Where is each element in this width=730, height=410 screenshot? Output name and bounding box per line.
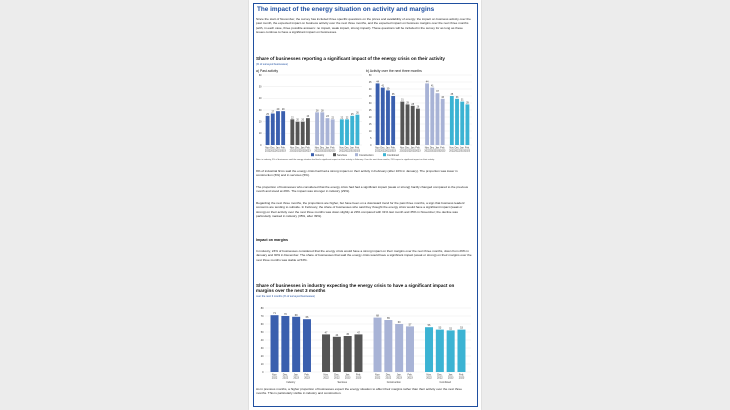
x-tick-label: Dec. [295, 146, 300, 150]
x-tick-label: 2022 [380, 149, 386, 153]
y-tick-label: 30 [368, 101, 372, 105]
bar-value-label: 44 [376, 80, 379, 84]
bar-value-label: 68 [376, 314, 379, 318]
bar [290, 119, 294, 145]
bar-value-label: 45 [346, 333, 350, 336]
x-tick-label: 2022 [426, 376, 432, 380]
x-tick-label: Dec. [405, 146, 410, 150]
section2-subtitle: over the next 3 months (% of surveyed businesses) [256, 295, 315, 298]
x-tick-label: Dec. [344, 146, 350, 150]
x-tick-label: 2022 [289, 149, 295, 153]
bar-value-label: 25 [266, 112, 269, 116]
x-tick-label: 2023 [415, 149, 421, 153]
bar [320, 112, 324, 145]
bar-value-label: 70 [283, 313, 287, 316]
bar-value-label: 22 [290, 116, 294, 120]
bar-value-label: 31 [400, 98, 404, 102]
x-tick-label: Jan. [448, 373, 454, 377]
x-tick-label: Feb. [407, 373, 413, 377]
paragraph-2: The proportion of businesses who considered that the energy crisis had had a significant impact (weak or strong) hardly changed compared to the previous month and stood at 26%. The impact was stronger in industry (29%). [256, 185, 469, 194]
x-tick-label: 2023 [324, 149, 331, 153]
x-tick-label: Jan. [345, 373, 351, 377]
bar [281, 316, 289, 372]
bar-value-label: 33 [441, 95, 445, 99]
y-tick-label: 20 [260, 354, 264, 358]
bar [395, 324, 403, 372]
bar-value-label: 44 [335, 333, 339, 337]
y-tick-label: 30 [258, 108, 262, 112]
bar [306, 118, 310, 145]
bar [376, 83, 380, 145]
bar-value-label: 26 [356, 111, 359, 115]
impact-heading: Impact on margins [256, 238, 288, 242]
bar-value-label: 28 [411, 102, 415, 106]
x-tick-label: Feb. [305, 146, 311, 150]
x-tick-label: Jan. [385, 146, 391, 150]
bar-value-label: 44 [425, 80, 429, 84]
bar-value-label: 22 [331, 116, 335, 120]
x-tick-label: Dec. [282, 373, 288, 377]
bar-value-label: 23 [306, 115, 310, 119]
x-tick-label: 2022 [282, 376, 289, 380]
bar-value-label: 27 [271, 110, 275, 114]
legend-swatch [311, 153, 314, 156]
x-tick-label: 2023 [349, 149, 355, 153]
y-tick-label: 0 [370, 143, 372, 147]
x-tick-label: Dec. [334, 373, 340, 377]
x-tick-label: 2022 [294, 149, 301, 153]
bar [303, 319, 311, 372]
y-tick-label: 40 [258, 97, 262, 101]
bar-value-label: 20 [301, 118, 305, 122]
bar [425, 327, 433, 372]
y-tick-label: 60 [258, 73, 262, 77]
x-tick-label: 2023 [396, 376, 402, 380]
x-tick-label: 2022 [399, 149, 405, 153]
x-tick-label: Nov. [375, 146, 380, 150]
x-tick-label: 2023 [464, 149, 471, 153]
y-tick-label: 80 [260, 306, 264, 310]
bar [406, 104, 410, 145]
bar [331, 119, 335, 145]
bar [391, 96, 395, 145]
y-tick-label: 10 [368, 129, 372, 133]
margins-chart [256, 300, 474, 384]
legend-label: Services [337, 154, 347, 157]
bar [354, 334, 362, 372]
x-tick-label: 2022 [374, 376, 381, 380]
legend-label: Combined [387, 154, 399, 157]
bar [384, 320, 392, 372]
x-tick-label: 2023 [459, 149, 465, 153]
x-tick-label: 2023 [304, 376, 310, 380]
bar-value-label: 33 [455, 95, 459, 99]
x-tick-label: 2023 [390, 149, 396, 153]
x-tick-label: Nov. [314, 146, 320, 150]
bar [436, 330, 444, 372]
past-activity-chart [256, 68, 364, 154]
x-tick-label: Jan. [300, 146, 305, 150]
section1-subtitle: (% of surveyed businesses) [256, 63, 288, 66]
bar [436, 93, 440, 145]
paragraph-1: 9% of industrial firms said the energy crisis had had a strong impact on their activity in February (after 10% in January). The proportion was lower in construction (6%) and in services (5%). [256, 169, 458, 178]
x-tick-label: Dec. [319, 146, 325, 150]
group-label: Construction [386, 381, 401, 384]
bar-value-label: 37 [436, 90, 439, 94]
y-tick-label: 10 [258, 132, 262, 136]
paragraph-4: In industry, 23% of businesses considered that the energy crisis would have a strong impact on their margins over the next three months, down from 26% in January and 30% in December. The share of businesses that said the energy crisis would have a significant impact (weak or strong) on their margins over the next three months was stable at 53%. [256, 249, 472, 262]
bar [355, 115, 359, 145]
x-tick-label: 2023 [330, 149, 336, 153]
bar-value-label: 41 [381, 84, 385, 88]
bar [322, 334, 330, 372]
x-tick-label: 2022 [437, 376, 443, 380]
bar-value-label: 47 [357, 331, 360, 335]
x-tick-label: 2022 [264, 149, 271, 153]
bar [457, 330, 465, 372]
bar [271, 114, 275, 146]
bar [340, 119, 344, 145]
bar-value-label: 57 [408, 323, 412, 327]
x-tick-label: Feb. [304, 373, 310, 377]
x-tick-label: Nov. [449, 146, 455, 150]
x-tick-label: Dec. [437, 373, 443, 377]
bar [411, 106, 415, 145]
bar-value-label: 23 [326, 115, 329, 119]
x-tick-label: 2022 [449, 149, 455, 153]
paragraph-5: As in previous months, a higher proportion of businesses expect the energy situation to affect their margins rather than their activity over the next three months. This is particularly visible in industry and construction. [256, 387, 462, 396]
x-tick-label: Feb. [465, 146, 470, 150]
y-tick-label: 45 [368, 80, 372, 84]
y-tick-label: 0 [262, 370, 264, 374]
bar [430, 88, 434, 145]
group-label: Services [337, 381, 348, 384]
x-tick-label: 2023 [344, 376, 351, 380]
bar [333, 337, 341, 372]
x-tick-label: 2023 [407, 376, 413, 380]
x-tick-label: Dec. [380, 146, 386, 150]
chart-note: Note: in industry, 9% of businesses said the energy situation had had a significant impact on their activity in February. Over the next three months, 29% expect a significant impact on their activity. [256, 159, 435, 161]
x-tick-label: 2022 [385, 376, 392, 380]
bar [465, 104, 469, 145]
bar-value-label: 28 [315, 109, 319, 113]
x-tick-label: 2023 [300, 149, 306, 153]
bar [406, 326, 414, 372]
bar-value-label: 39 [386, 87, 390, 91]
chart-title: b) Activity over the next three months [366, 69, 422, 73]
bar [315, 112, 319, 145]
x-tick-label: 2023 [355, 376, 362, 380]
x-tick-label: 2022 [323, 376, 329, 380]
legend-label: Industry [315, 154, 325, 157]
bar-value-label: 31 [460, 98, 464, 102]
x-tick-label: Feb. [458, 373, 464, 377]
x-tick-label: 2023 [447, 376, 454, 380]
bar [381, 88, 385, 145]
x-tick-label: 2022 [271, 376, 278, 380]
y-tick-label: 60 [260, 322, 264, 326]
x-tick-label: 2022 [319, 149, 325, 153]
legend-swatch [383, 153, 386, 156]
bar [296, 122, 300, 145]
bar [326, 118, 330, 145]
y-tick-label: 20 [258, 120, 262, 124]
bar [441, 99, 445, 145]
paragraph-3: Regarding the next three months, the proportions are higher, but have been on a downward trend for the past three months, a sign that business leaders' concerns are tending to subside. In February, the share of businesses who said they thought the energy crisis would have a significant impact (weak or strong) on their activity over the next three months was down slightly at 29% compared with 31% last month and 35% in November; the decline was particularly marked in industry (35%, after 39%). [256, 201, 466, 219]
x-tick-label: Jan. [396, 373, 402, 377]
y-tick-label: 20 [368, 115, 372, 119]
bar-value-label: 20 [296, 118, 299, 122]
x-tick-label: 2022 [334, 376, 340, 380]
bar [350, 116, 354, 145]
page-title: The impact of the energy situation on activity and margins [257, 6, 435, 13]
x-tick-label: Dec. [270, 146, 276, 150]
group-label: Industry [286, 381, 296, 384]
bar-value-label: 52 [449, 327, 453, 331]
chart-title: a) Past activity [256, 69, 279, 73]
bar-value-label: 26 [416, 105, 420, 109]
section2-title: Share of businesses in industry expecting the energy crisis to have a significant impact on margins over the next 3 months [256, 283, 455, 294]
x-tick-label: Nov. [399, 146, 405, 150]
next-three-months-chart [366, 68, 474, 154]
bar [301, 122, 305, 145]
bar [345, 119, 349, 145]
legend-label: Construction [359, 154, 374, 157]
y-tick-label: 10 [260, 362, 264, 366]
document-page [249, 0, 481, 410]
bar-value-label: 60 [397, 321, 401, 324]
y-tick-label: 50 [368, 73, 372, 77]
bar [455, 99, 459, 145]
bar [447, 330, 455, 372]
bar-value-label: 47 [324, 331, 328, 335]
x-tick-label: 2023 [458, 376, 465, 380]
bar [416, 109, 420, 145]
bar [271, 315, 279, 372]
x-tick-label: 2022 [270, 149, 276, 153]
x-tick-label: Feb. [440, 146, 446, 150]
x-tick-label: 2023 [280, 149, 286, 153]
bar-value-label: 35 [391, 93, 395, 96]
bar-value-label: 29 [406, 101, 409, 105]
bar [386, 90, 390, 145]
y-tick-label: 5 [370, 136, 372, 140]
y-tick-label: 40 [260, 338, 264, 342]
y-tick-label: 15 [368, 122, 372, 126]
group-label: Combined [439, 381, 451, 384]
y-tick-label: 30 [260, 346, 264, 350]
bar-value-label: 28 [320, 109, 324, 113]
x-tick-label: Feb. [330, 146, 336, 150]
x-tick-label: Jan. [459, 146, 465, 150]
bar-value-label: 41 [430, 84, 434, 88]
x-tick-label: Nov. [265, 146, 270, 150]
section1-title: Share of businesses reporting a significant impact of the energy crisis on their activity [256, 56, 445, 61]
x-tick-label: Nov. [323, 373, 329, 377]
x-tick-label: 2022 [374, 149, 381, 153]
x-tick-label: 2022 [454, 149, 460, 153]
bar-value-label: 22 [340, 116, 344, 120]
x-tick-label: 2022 [314, 149, 320, 153]
x-tick-label: Jan. [349, 146, 355, 150]
bar [292, 317, 300, 372]
bar-value-label: 66 [305, 316, 309, 320]
bar [460, 102, 464, 145]
x-tick-label: Nov. [426, 373, 432, 377]
bar [374, 318, 382, 372]
x-tick-label: Feb. [280, 146, 286, 150]
x-tick-label: 2022 [339, 149, 345, 153]
y-tick-label: 40 [368, 87, 372, 91]
x-tick-label: 2023 [440, 149, 446, 153]
bar [266, 116, 270, 145]
x-tick-label: Feb. [415, 146, 421, 150]
x-tick-label: 2022 [429, 149, 435, 153]
x-tick-label: Jan. [325, 146, 330, 150]
x-tick-label: 2023 [385, 149, 391, 153]
bar-value-label: 53 [460, 326, 463, 330]
x-tick-label: Feb. [355, 373, 361, 377]
legend-swatch [355, 153, 358, 156]
bar-value-label: 53 [438, 326, 442, 330]
bar-value-label: 65 [386, 317, 390, 320]
bar-value-label: 25 [350, 112, 354, 116]
x-tick-label: Feb. [390, 146, 396, 150]
x-tick-label: Jan. [293, 373, 299, 377]
bar-value-label: 29 [281, 108, 285, 112]
x-tick-label: Jan. [435, 146, 440, 150]
x-tick-label: 2022 [424, 149, 430, 153]
bar [450, 96, 454, 145]
bar [344, 336, 352, 372]
x-tick-label: 2023 [275, 149, 281, 153]
x-tick-label: 2023 [305, 149, 311, 153]
y-tick-label: 0 [260, 143, 262, 147]
intro-paragraph: Since the start of November, the survey has included three specific questions on the prices and availability of energy: the impact on business activity over the past month, the expected impact on business activity over the next three months, and the expected impact on business margins over the next three months (with, in each case, three possible answers: no impact, weak impact, strong impact). These questions will be included in the survey for as long as these issues continue to have a significant impact on businesses. [256, 17, 471, 35]
y-tick-label: 70 [260, 314, 264, 318]
x-tick-label: 2023 [354, 149, 361, 153]
bar [425, 83, 429, 145]
bar-value-label: 29 [466, 101, 469, 105]
bar-value-label: 69 [294, 313, 298, 317]
x-tick-label: 2023 [410, 149, 416, 153]
x-tick-label: 2022 [344, 149, 350, 153]
x-tick-label: Dec. [385, 373, 391, 377]
bar [400, 102, 404, 145]
x-tick-label: Nov. [289, 146, 295, 150]
bar-value-label: 22 [345, 116, 349, 120]
y-tick-label: 35 [368, 94, 372, 98]
x-tick-label: 2023 [434, 149, 441, 153]
bar-value-label: 29 [276, 108, 280, 112]
x-tick-label: 2023 [293, 376, 299, 380]
x-tick-label: Nov. [375, 373, 381, 377]
bar-value-label: 35 [450, 93, 454, 96]
y-tick-label: 50 [258, 85, 262, 89]
bar [276, 111, 280, 145]
legend-swatch [333, 153, 336, 156]
x-tick-label: Feb. [355, 146, 360, 150]
bar-value-label: 71 [273, 312, 276, 316]
x-tick-label: Jan. [410, 146, 415, 150]
x-tick-label: Nov. [272, 373, 278, 377]
x-tick-label: 2022 [404, 149, 411, 153]
x-tick-label: Jan. [275, 146, 281, 150]
chart-legend [309, 152, 429, 158]
y-tick-label: 50 [260, 330, 264, 334]
y-tick-label: 25 [368, 108, 372, 112]
bar-value-label: 56 [427, 324, 431, 328]
x-tick-label: Nov. [339, 146, 345, 150]
bar [281, 111, 285, 145]
x-tick-label: Dec. [429, 146, 435, 150]
x-tick-label: Nov. [424, 146, 430, 150]
x-tick-label: Dec. [454, 146, 460, 150]
